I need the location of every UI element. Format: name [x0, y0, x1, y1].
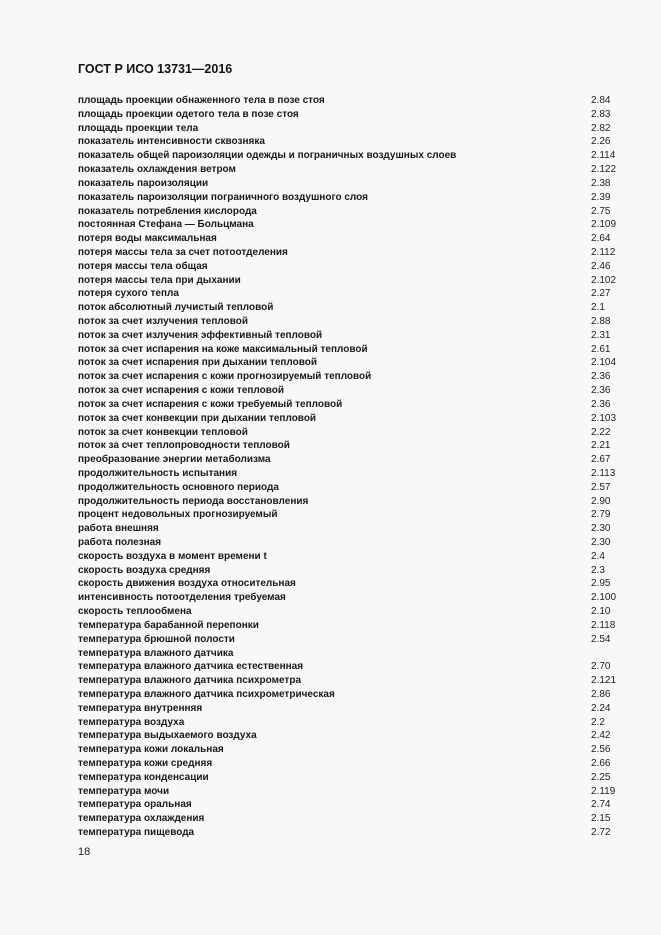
index-entry	[78, 633, 618, 647]
index-entry	[78, 439, 618, 453]
entry-term: температура охлаждения	[78, 813, 205, 825]
entry-reference: 2.104	[591, 357, 617, 369]
index-entry	[78, 716, 618, 730]
entry-reference: 2.3	[591, 564, 605, 576]
entry-reference: 2.15	[591, 813, 611, 825]
index-entry	[78, 550, 618, 564]
index-entry	[78, 301, 618, 315]
entry-term: поток за счет конвекции тепловой	[78, 426, 248, 438]
index-entry	[78, 384, 618, 398]
entry-reference: 2.114	[591, 150, 616, 162]
index-entry	[78, 619, 618, 633]
index-entry	[78, 467, 618, 481]
entry-reference: 2.84	[591, 95, 611, 106]
entry-term: показатель интенсивности сквозняка	[78, 136, 265, 148]
entry-reference: 2.39	[591, 191, 611, 203]
entry-term: температура кожи средняя	[78, 758, 213, 769]
entry-reference: 2.90	[591, 495, 611, 507]
entry-reference: 2.103	[591, 412, 617, 424]
entry-term: поток за счет испарения с кожи требуемый тепловой	[78, 398, 343, 410]
index-entry	[78, 260, 618, 274]
entry-term: температура влажного датчика	[78, 647, 234, 659]
entry-term: температура влажного датчика естественная	[78, 661, 304, 673]
index-entry	[78, 149, 618, 163]
entry-reference: 2.113	[591, 467, 616, 479]
entry-reference: 2.36	[591, 385, 611, 397]
entry-term: поток за счет излучения тепловой	[78, 316, 248, 327]
entry-reference: 2.25	[591, 771, 611, 783]
index-entry	[78, 757, 618, 771]
entry-reference: 2.30	[591, 523, 611, 535]
index-list	[78, 94, 618, 840]
index-entry	[78, 798, 618, 812]
index-entry	[78, 702, 618, 716]
entry-reference: 2.46	[591, 260, 611, 272]
entry-reference: 2.42	[591, 730, 611, 742]
entry-term: поток за счет испарения на коже максимальный тепловой	[78, 343, 368, 355]
index-entry	[78, 785, 618, 799]
index-entry	[78, 232, 618, 246]
entry-term: постоянная Стефана — Больцмана	[78, 219, 254, 231]
entry-reference: 2.72	[591, 827, 611, 839]
entry-reference: 2.119	[591, 785, 616, 797]
index-entry	[78, 508, 618, 522]
entry-term: потеря массы тела при дыхании	[78, 274, 241, 286]
index-entry	[78, 163, 618, 177]
index-entry	[78, 743, 618, 757]
index-entry	[78, 287, 618, 301]
entry-term: поток за счет конвекции при дыхании тепловой	[78, 412, 317, 424]
entry-reference: 2.79	[591, 509, 611, 521]
index-entry	[78, 122, 618, 136]
entry-reference: 2.4	[591, 550, 605, 562]
index-entry	[78, 246, 618, 260]
index-entry	[78, 191, 618, 205]
entry-reference: 2.67	[591, 454, 611, 466]
entry-term: потеря воды максимальная	[78, 233, 217, 245]
entry-term: площадь проекции тела	[78, 122, 199, 134]
index-entry	[78, 481, 618, 495]
entry-term: поток за счет испарения с кожи тепловой	[78, 385, 285, 397]
entry-term: показатель общей пароизоляции одежды и пограничных воздушных слоев	[78, 150, 457, 162]
entry-term: продолжительность периода восстановления	[78, 495, 309, 507]
entry-term: площадь проекции обнаженного тела в позе стоя	[78, 95, 325, 106]
entry-term: потеря массы тела за счет потоотделения	[78, 246, 288, 258]
entry-reference: 2.61	[591, 343, 611, 355]
entry-term: температура влажного датчика психрометра	[78, 675, 302, 687]
entry-reference: 2.21	[591, 440, 611, 452]
entry-term: температура выдыхаемого воздуха	[78, 730, 257, 742]
entry-term: температура пищевода	[78, 827, 195, 839]
entry-reference: 2.66	[591, 758, 611, 769]
entry-reference: 2.75	[591, 205, 611, 217]
entry-term: показатель пароизоляции пограничного воздушного слоя	[78, 191, 368, 203]
entry-reference: 2.54	[591, 633, 611, 645]
entry-reference: 2.24	[591, 702, 611, 714]
entry-reference: 2.30	[591, 537, 611, 548]
entry-reference: 2.100	[591, 592, 617, 604]
entry-term: температура воздуха	[78, 716, 185, 728]
index-entry	[78, 660, 618, 674]
index-entry	[78, 564, 618, 578]
entry-term: температура кожи локальная	[78, 744, 224, 756]
entry-term: скорость воздуха средняя	[78, 564, 211, 576]
entry-term: показатель пароизоляции	[78, 177, 209, 189]
index-entry	[78, 135, 618, 149]
entry-term: поток абсолютный лучистый тепловой	[78, 302, 274, 314]
entry-reference: 2.121	[591, 675, 617, 687]
entry-term: поток за счет испарения при дыхании тепловой	[78, 357, 318, 369]
entry-term: преобразование энергии метаболизма	[78, 454, 271, 466]
entry-term: температура брюшной полости	[78, 633, 235, 645]
entry-reference: 2.38	[591, 177, 611, 189]
entry-reference: 2.56	[591, 744, 611, 756]
index-entry	[78, 536, 618, 550]
index-entry	[78, 453, 618, 467]
entry-term: температура влажного датчика психрометрическая	[78, 688, 335, 700]
entry-term: температура барабанной перепонки	[78, 619, 259, 631]
index-entry	[78, 729, 618, 743]
entry-reference: 2.83	[591, 108, 611, 120]
entry-reference: 2.82	[591, 122, 611, 134]
entry-reference: 2.70	[591, 661, 611, 673]
entry-reference: 2.36	[591, 371, 611, 383]
index-entry	[78, 274, 618, 288]
index-entry	[78, 315, 618, 329]
index-entry	[78, 812, 618, 826]
entry-reference: 2.118	[591, 619, 616, 631]
entry-reference: 2.102	[591, 274, 617, 286]
entry-reference: 2.95	[591, 578, 611, 590]
index-entry	[78, 591, 618, 605]
entry-term: температура конденсации	[78, 771, 209, 783]
index-entry	[78, 674, 618, 688]
index-entry	[78, 356, 618, 370]
entry-term: показатель потребления кислорода	[78, 205, 257, 217]
entry-term: продолжительность испытания	[78, 467, 238, 479]
index-entry	[78, 343, 618, 357]
entry-term: температура оральная	[78, 799, 192, 811]
entry-reference: 2.86	[591, 688, 611, 700]
entry-term: поток за счет излучения эффективный тепловой	[78, 329, 323, 341]
index-entry	[78, 177, 618, 191]
entry-term: скорость движения воздуха относительная	[78, 578, 296, 590]
entry-term: потеря сухого тепла	[78, 288, 179, 300]
entry-term: показатель охлаждения ветром	[78, 164, 236, 176]
index-entry	[78, 94, 618, 108]
entry-reference: 2.122	[591, 164, 617, 176]
entry-reference: 2.2	[591, 716, 605, 728]
index-entry	[78, 826, 618, 840]
entry-term: потеря массы тела общая	[78, 260, 208, 272]
index-entry	[78, 370, 618, 384]
entry-reference: 2.74	[591, 799, 611, 811]
entry-reference: 2.112	[591, 246, 616, 258]
entry-term: скорость воздуха в момент времени t	[78, 550, 267, 562]
entry-reference: 2.109	[591, 219, 617, 231]
index-entry	[78, 329, 618, 343]
entry-term: интенсивность потоотделения требуемая	[78, 592, 286, 604]
entry-term: площадь проекции одетого тела в позе стоя	[78, 108, 299, 120]
entry-term: поток за счет теплопроводности тепловой	[78, 440, 290, 452]
index-entry	[78, 522, 618, 536]
index-entry	[78, 647, 618, 661]
entry-term: скорость теплообмена	[78, 606, 192, 618]
entry-reference: 2.1	[591, 302, 605, 314]
entry-reference: 2.22	[591, 426, 611, 438]
entry-reference: 2.26	[591, 136, 611, 148]
entry-term: продолжительность основного периода	[78, 481, 279, 493]
index-entry	[78, 412, 618, 426]
index-entry	[78, 398, 618, 412]
entry-term: процент недовольных прогнозируемый	[78, 509, 278, 521]
index-entry	[78, 577, 618, 591]
index-entry	[78, 218, 618, 232]
entry-reference: 2.10	[591, 606, 611, 618]
document-title: ГОСТ Р ИСО 13731—2016	[78, 62, 233, 76]
index-entry	[78, 771, 618, 785]
page-number: 18	[78, 846, 91, 858]
index-entry	[78, 495, 618, 509]
entry-term: температура мочи	[78, 785, 170, 797]
entry-term: работа внешняя	[78, 523, 159, 535]
entry-reference: 2.36	[591, 398, 611, 410]
entry-reference: 2.31	[591, 329, 611, 341]
entry-reference: 2.88	[591, 316, 611, 327]
index-entry	[78, 426, 618, 440]
index-entry	[78, 605, 618, 619]
entry-term: работа полезная	[78, 537, 162, 548]
entry-term: температура внутренняя	[78, 702, 203, 714]
entry-reference: 2.64	[591, 233, 611, 245]
entry-reference: 2.57	[591, 481, 611, 493]
index-entry	[78, 688, 618, 702]
index-entry	[78, 205, 618, 219]
entry-term: поток за счет испарения с кожи прогнозируемый тепловой	[78, 371, 372, 383]
index-entry	[78, 108, 618, 122]
entry-reference: 2.27	[591, 288, 611, 300]
